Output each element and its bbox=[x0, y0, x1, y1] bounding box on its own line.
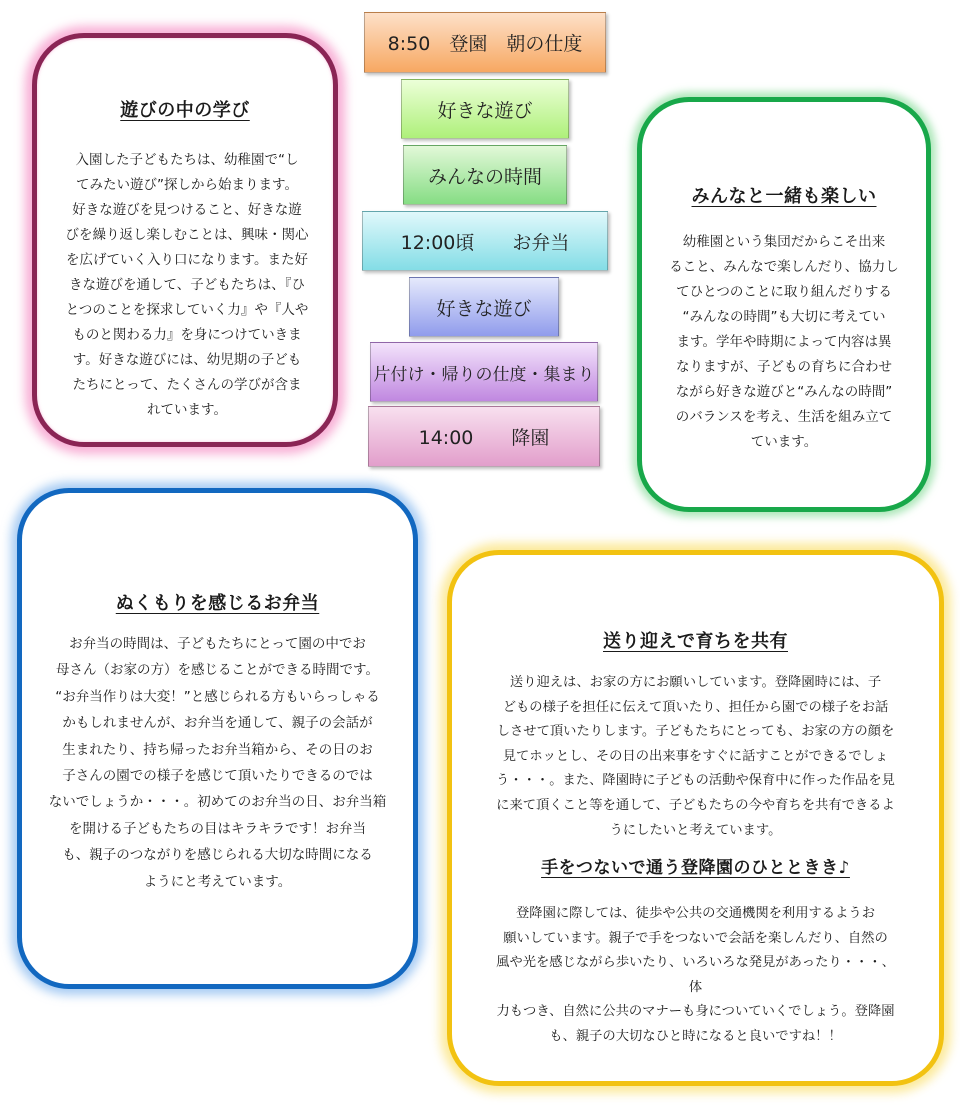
panel-body-secondary: 登降園に際しては、徒歩や公共の交通機関を利用するようお 願いしています。親子で手をつないで会話を楽しんだり、自然の 風や光を感じながら歩いたり、いろいろな発見があったり・・・、体 力もつき、自然に公共のマナーも身についていくでしょう。登降園 も、親子の大切なひと時になると良いですね！！ bbox=[496, 906, 895, 1044]
panel-title: みんなと一緒も楽しい bbox=[691, 186, 877, 207]
panel-warm-lunch bbox=[17, 488, 418, 989]
panel-title: 送り迎えで育ちを共有 bbox=[603, 631, 788, 652]
schedule-item-cleanup: 片付け・帰りの仕度・集まり bbox=[370, 342, 598, 402]
panel-play-learning bbox=[32, 33, 338, 447]
panel-title: 遊びの中の学び bbox=[120, 100, 250, 121]
schedule-item-departure: 14:00 降園 bbox=[368, 406, 600, 467]
panel-pickup-sharing bbox=[447, 550, 944, 1086]
schedule-item-lunch: 12:00頃 お弁当 bbox=[362, 211, 608, 271]
panel-together-fun bbox=[637, 97, 931, 512]
panel-title: ぬくもりを感じるお弁当 bbox=[115, 593, 320, 614]
panel-body: 幼稚園という集団だからこそ出来 ること、みんなで楽しんだり、協力し てひとつのことに取り組んだりする “みんなの時間”も大切に考えてい ます。学年や時期によって内容は異 なりますが、子どもの育ちに合わせ ながら好きな遊びと“みんなの時間” のバランスを考え、生活を組み立て ています。 bbox=[669, 234, 899, 450]
schedule-item-free-play-morning: 好きな遊び bbox=[401, 79, 569, 139]
schedule-item-free-play-afternoon: 好きな遊び bbox=[409, 277, 559, 337]
schedule-item-arrival: 8:50 登園 朝の仕度 bbox=[364, 12, 606, 73]
panel-body: お弁当の時間は、子どもたちにとって園の中でお 母さん（お家の方）を感じることができる時間です。 “お弁当作りは大変！”と感じられる方もいらっしゃる かもしれませんが、お弁当を通して、親子の会話が 生まれたり、持ち帰ったお弁当箱から、その日のお 子さんの園での様子を感じて頂いたりできるのでは ないでしょうか・・・。初めてのお弁当の日、お弁当箱 を開ける子どもたちの目はキラキラです！お弁当 も、親子のつながりを感じられる大切な時間になる ようにと考えています。 bbox=[48, 636, 387, 890]
panel-subtitle: 手をつないで通う登降園のひとときき♪ bbox=[541, 858, 850, 878]
schedule-item-group-time: みんなの時間 bbox=[403, 145, 567, 205]
panel-body: 入園した子どもたちは、幼稚園で“し てみたい遊び”探しから始まります。 好きな遊びを見つけること、好きな遊 びを繰り返し楽しむことは、興味・関心 を広げていく入り口になります。また好 きな遊びを通して、子どもたちは、『ひ とつのことを探求していく力』や『人や ものと関わる力』を身につけていきま す。好きな遊びには、幼児期の子ども たちにとって、たくさんの学びが含ま れています。 bbox=[65, 152, 309, 418]
panel-body: 送り迎えは、お家の方にお願いしています。登降園時には、子 どもの様子を担任に伝えて頂いたり、担任から園での様子をお話 しさせて頂いたりします。子どもたちにとっても、お家の方の顔を 見てホッとし、その日の出来事をすぐに話すことができるでしょ う・・・。また、降園時に子どもの活動や保育中に作った作品を見 に来て頂くこと等を通して、子どもたちの今や育ちを共有できるよ うにしたいと考えています。 bbox=[496, 675, 895, 838]
